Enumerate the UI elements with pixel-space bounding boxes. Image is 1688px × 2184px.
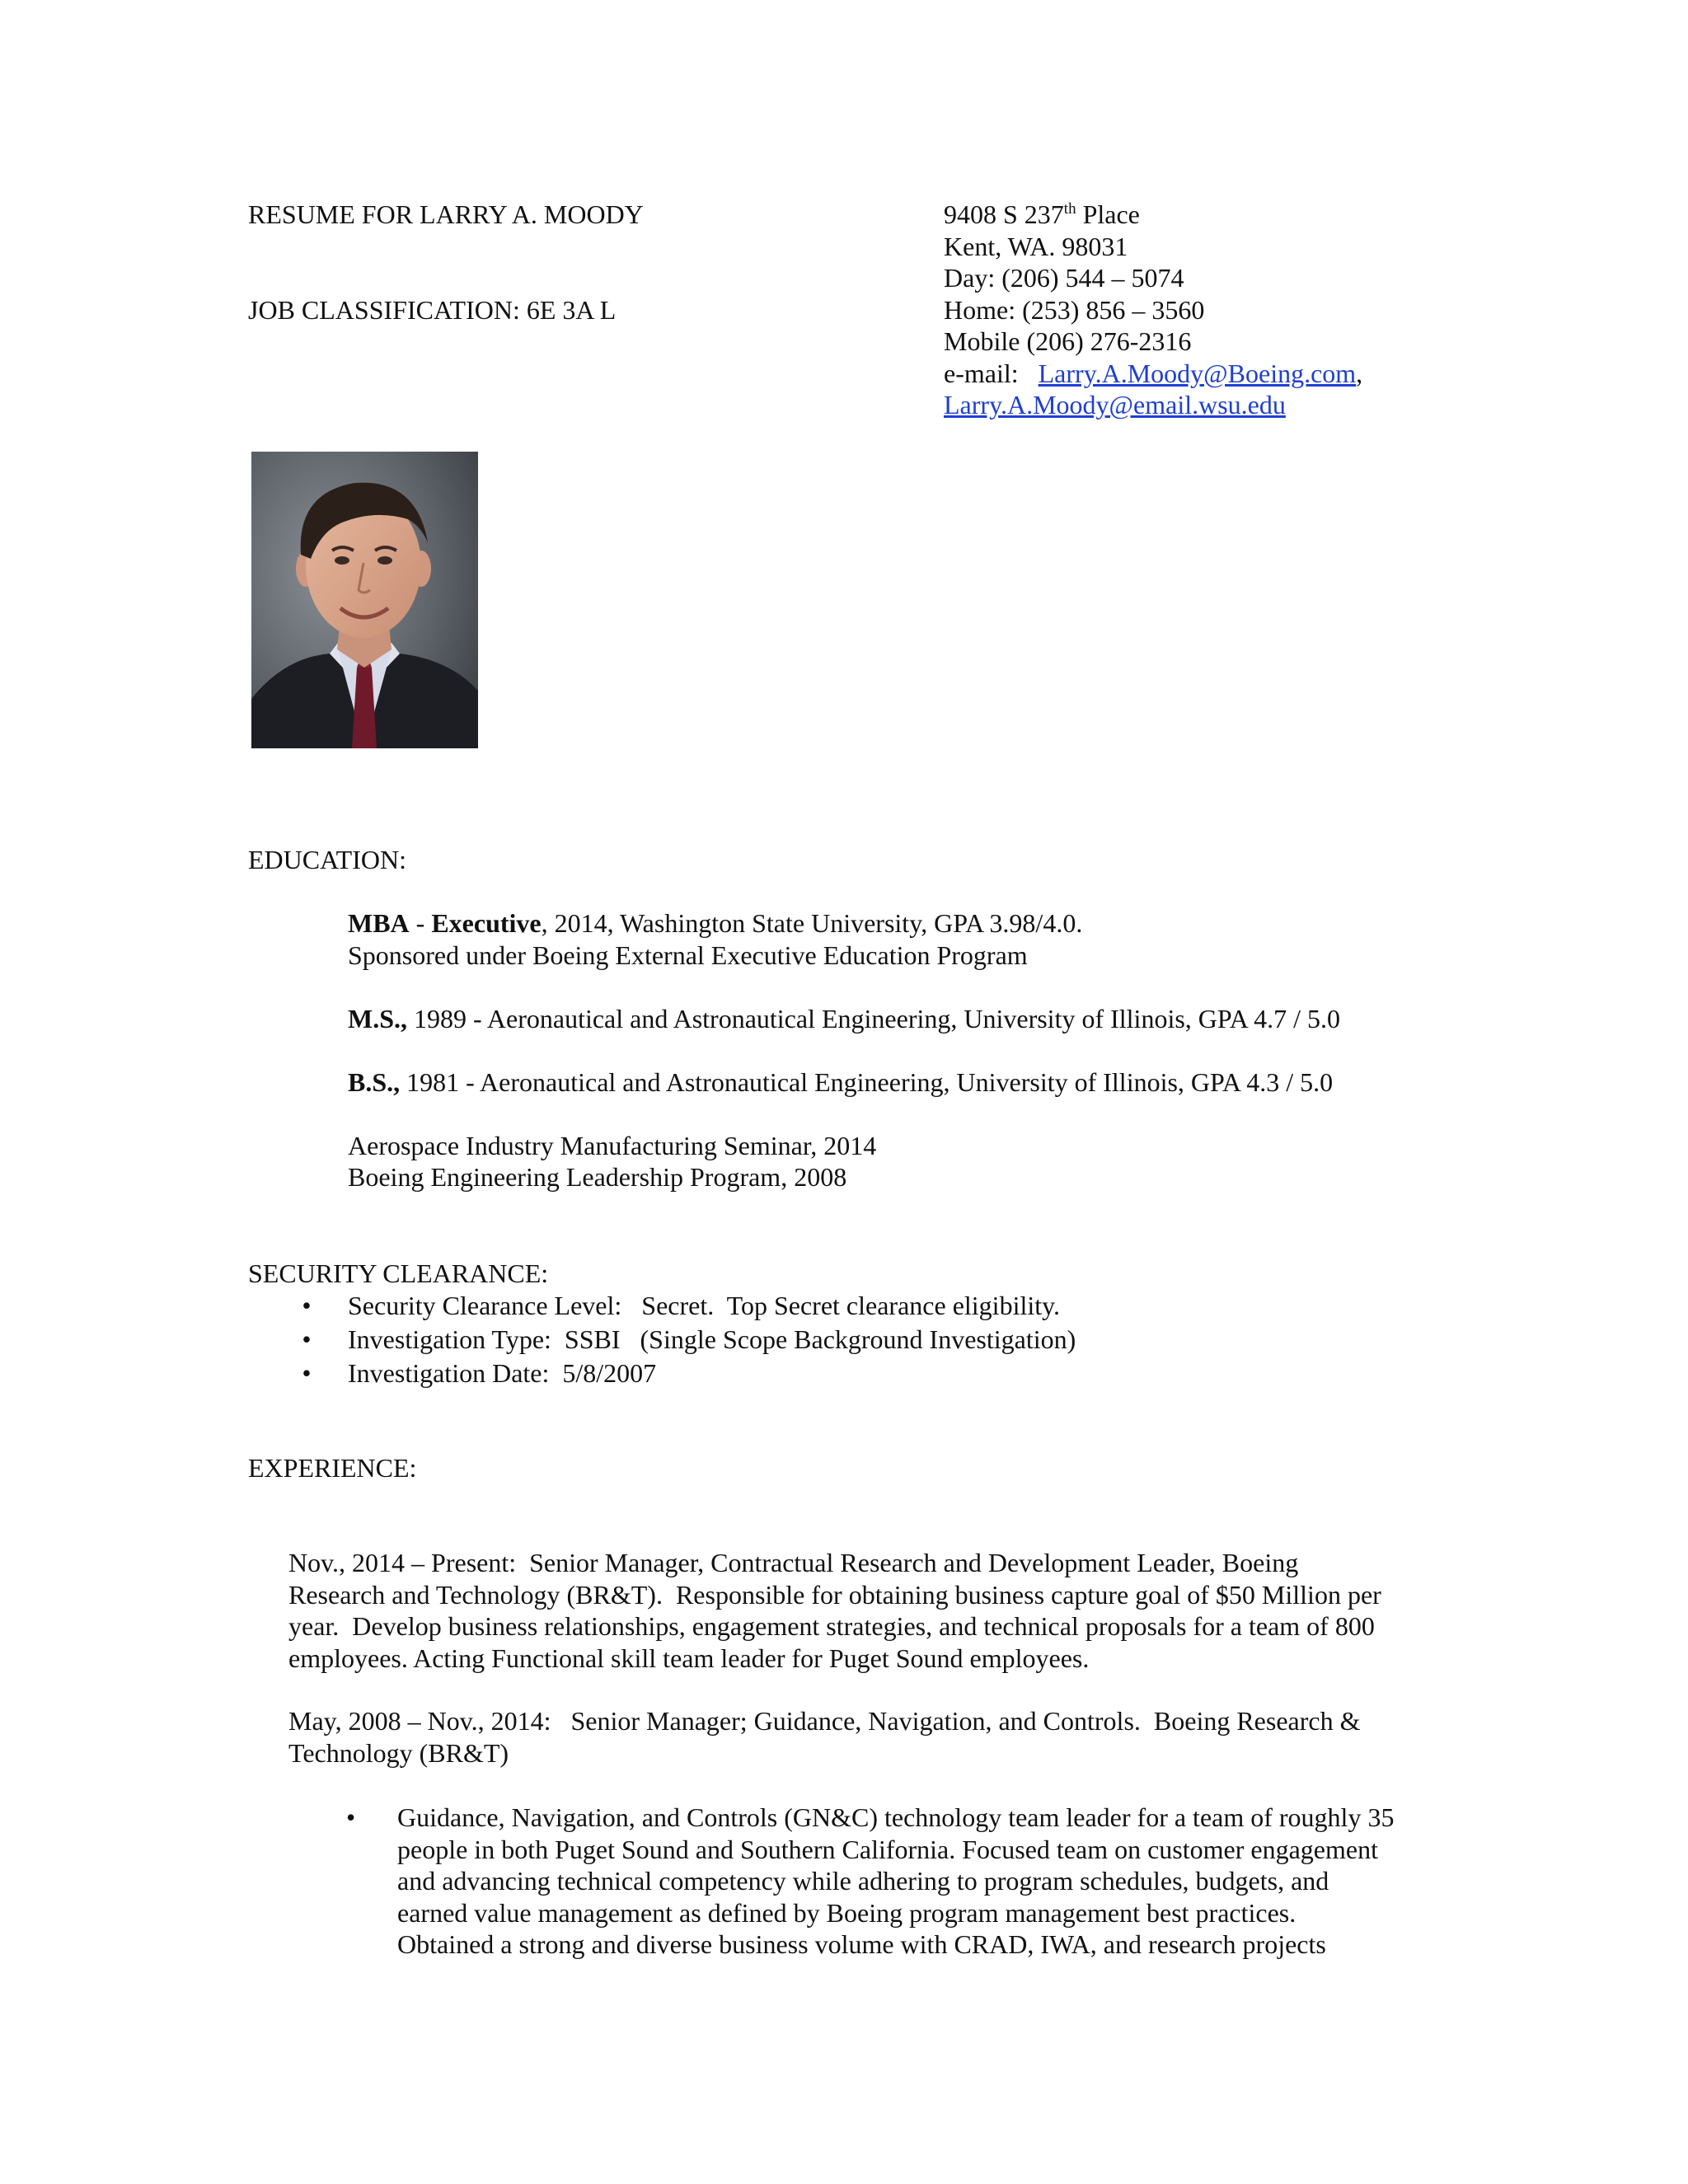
education-ms: M.S., 1989 - Aeronautical and Astronautical Engineering, University of Illinois, GPA 4.7 / 5.0 — [348, 1003, 1340, 1033]
experience-entry-current — [288, 1547, 1381, 1674]
email-line-2 — [944, 389, 1362, 421]
phone-day: Day: (206) 544 – 5074 — [944, 263, 1184, 293]
education-mba: MBA - Executive, 2014, Washington State University, GPA 3.98/4.0. — [348, 908, 1083, 938]
bullet-icon: • — [302, 1324, 312, 1354]
email-link-wsu[interactable]: Larry.A.Moody@email.wsu.edu — [944, 390, 1286, 419]
bullet-icon: • — [346, 1802, 356, 1832]
experience-line: May, 2008 – Nov., 2014: Senior Manager; Guidance, Navigation, and Controls. Boeing Research & — [288, 1706, 1361, 1736]
email-link-boeing[interactable]: Larry.A.Moody@Boeing.com — [1038, 358, 1357, 388]
resume-title: RESUME FOR LARRY A. MOODY — [248, 199, 644, 229]
education-list — [348, 907, 1340, 1193]
contact-block — [944, 199, 1362, 421]
experience-line: year. Develop business relationships, engagement strategies, and technical proposals for a team of 800 — [288, 1611, 1375, 1641]
bullet-icon: • — [302, 1291, 312, 1320]
email-line: e-mail: Larry.A.Moody@Boeing.com, — [944, 358, 1363, 388]
experience-entry-gnc — [288, 1705, 1360, 1769]
experience-line: Technology (BR&T) — [288, 1737, 509, 1768]
portrait-photo — [251, 452, 478, 748]
education-seminar: Aerospace Industry Manufacturing Seminar, 2014 — [348, 1130, 877, 1160]
education-bs: B.S., 1981 - Aeronautical and Astronautical Engineering, University of Illinois, GPA 4.3 / 5.0 — [348, 1066, 1334, 1097]
address-street: 9408 S 237th Place — [944, 199, 1140, 229]
education-mba-note: Sponsored under Boeing External Executive Education Program — [348, 940, 1028, 970]
experience-line: employees. Acting Functional skill team leader for Puget Sound employees. — [288, 1643, 1090, 1673]
experience-heading: EXPERIENCE: — [248, 1453, 417, 1483]
job-classification: JOB CLASSIFICATION: 6E 3A L — [248, 295, 617, 325]
experience-line: Nov., 2014 – Present: Senior Manager, Contractual Research and Development Leader, Boeing — [288, 1548, 1299, 1577]
bullet-icon: • — [302, 1358, 312, 1388]
security-heading: SECURITY CLEARANCE: — [248, 1258, 549, 1288]
address-city: Kent, WA. 98031 — [944, 231, 1128, 261]
experience-line: Research and Technology (BR&T). Responsible for obtaining business capture goal of $50 Million per — [288, 1579, 1381, 1610]
phone-mobile: Mobile (206) 276-2316 — [944, 326, 1192, 356]
phone-home: Home: (253) 856 – 3560 — [944, 294, 1205, 325]
experience-bullet-text: Guidance, Navigation, and Controls (GN&C) technology team leader for a team of roughly 35 people in both Puget Sound and Southern California. Focused team on customer engagement and advancing technical competency while adhering to program schedules, budgets, and earned value management as defined by Boeing program management best practices. Obtained a strong and diverse business volume with CRAD, IWA, and research projects — [397, 1802, 1395, 1959]
education-leadership: Boeing Engineering Leadership Program, 2008 — [348, 1162, 847, 1192]
education-heading: EDUCATION: — [248, 845, 406, 874]
